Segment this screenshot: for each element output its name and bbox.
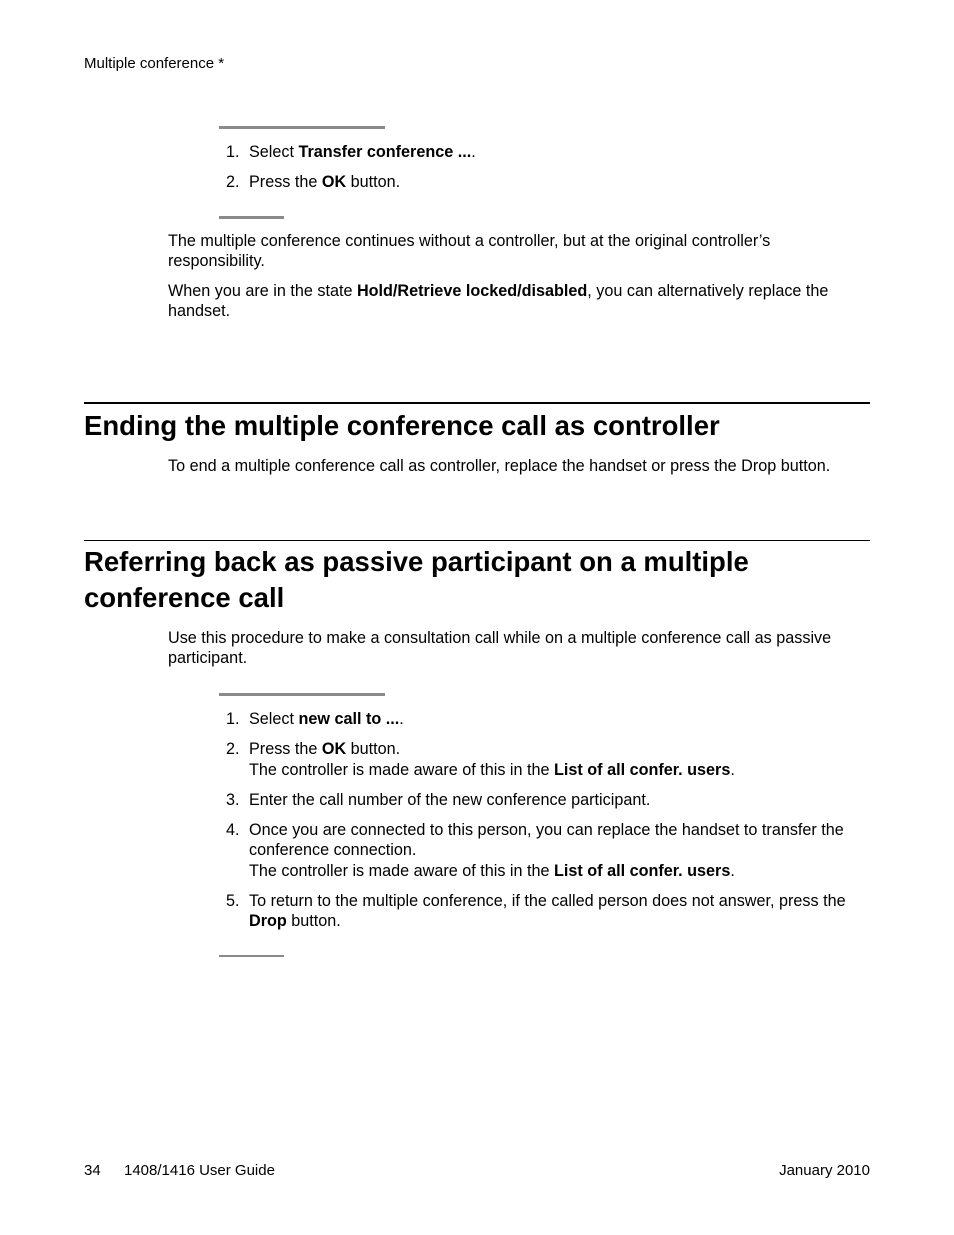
step-text: Once you are connected to this person, you can replace the handset to transfer the conference connection. The controller is made aware of this in the List of all confer. users.: [249, 820, 844, 880]
footer-page-number: 34: [84, 1162, 101, 1179]
section-heading-ending: Ending the multiple conference call as controller: [84, 410, 720, 441]
referring-steps-list: [218, 709, 870, 941]
procedure-start-bar: [219, 126, 385, 129]
list-item: [218, 820, 870, 882]
section-heading-referring: Referring back as passive participant on a multiple conference call: [84, 546, 749, 613]
list-item: [218, 142, 870, 163]
footer-doc-title: 1408/1416 User Guide: [124, 1162, 275, 1179]
step-text: Select new call to ....: [249, 710, 404, 728]
list-item: [218, 790, 870, 811]
result-paragraph: When you are in the state Hold/Retrieve locked/disabled, you can alternatively replace the handset.: [168, 282, 829, 320]
step-number: 2.: [226, 740, 240, 758]
procedure-end-bar: [219, 216, 284, 219]
procedure-end-bar: [219, 955, 284, 957]
section-rule: [84, 540, 870, 541]
procedure-start-bar: [219, 693, 385, 696]
list-item: [218, 709, 870, 730]
section-rule: [84, 402, 870, 404]
step-result: The controller is made aware of this in the List of all confer. users.: [249, 861, 735, 880]
footer-date: January 2010: [779, 1162, 870, 1179]
list-item: [218, 172, 870, 193]
transfer-steps-list: [218, 142, 870, 202]
step-text: Press the OK button. The controller is made aware of this in the List of all confer. users.: [249, 740, 735, 779]
step-number: 1.: [226, 710, 240, 728]
step-text: Press the OK button.: [249, 173, 401, 191]
step-number: 4.: [226, 820, 240, 839]
section-body: To end a multiple conference call as controller, replace the handset or press the Drop button.: [168, 457, 831, 475]
running-header: Multiple conference *: [84, 55, 225, 72]
section-intro: Use this procedure to make a consultation call while on a multiple conference call as passive participant.: [168, 629, 832, 667]
step-number: 5.: [226, 891, 240, 910]
step-text: Enter the call number of the new conference participant.: [249, 790, 651, 809]
result-paragraph: The multiple conference continues without a controller, but at the original controller’s responsibility.: [168, 232, 771, 270]
step-text: To return to the multiple conference, if the called person does not answer, press the Drop button.: [249, 891, 846, 930]
list-item: [218, 891, 870, 932]
step-result: The controller is made aware of this in the List of all confer. users.: [249, 760, 735, 779]
step-text: Select Transfer conference ....: [249, 143, 476, 161]
step-number: 2.: [226, 173, 240, 191]
step-number: 1.: [226, 143, 240, 161]
step-number: 3.: [226, 790, 240, 809]
list-item: [218, 739, 870, 780]
